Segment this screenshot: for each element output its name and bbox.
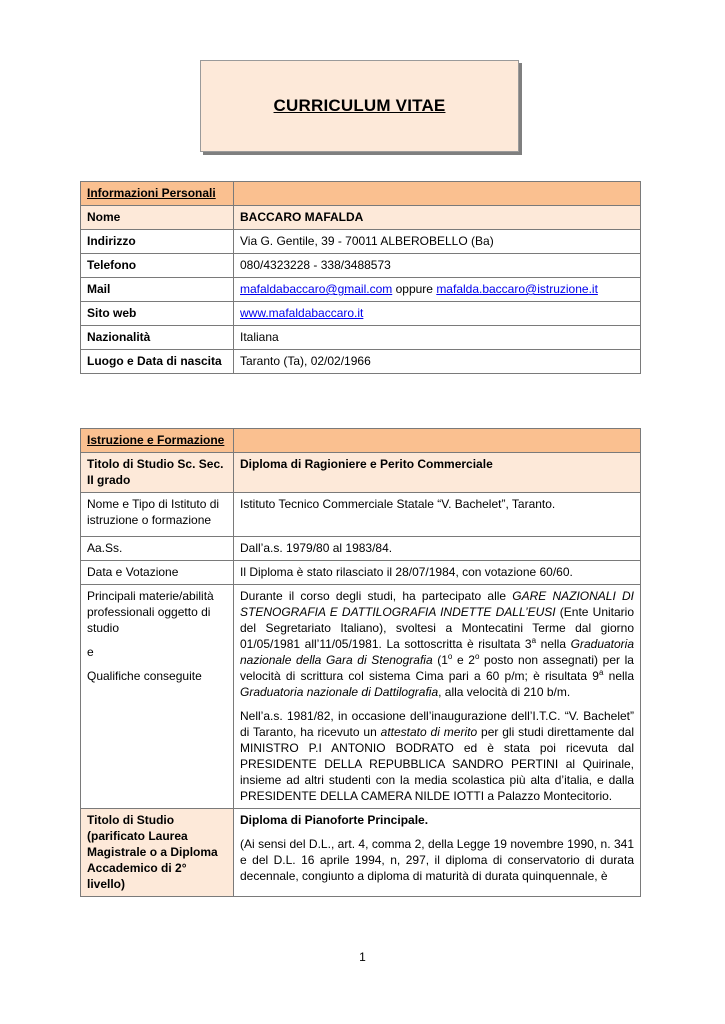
table-row [81,254,641,278]
table-row [81,206,641,230]
years-label: Aa.Ss. [81,537,234,561]
title-box [200,60,519,152]
text-span: posto non assegnati) per la velocità di scrittura col sistema Cima pari a 60 p/m; è risultata 9 [240,653,634,683]
table-row [81,326,641,350]
competition-paragraph [240,588,634,700]
page-title: CURRICULUM VITAE [273,96,446,115]
site-label: Sito web [81,302,234,326]
text-span: per gli studi direttamente dal MINISTRO P.I ANTONIO BODRATO ed è stata poi ricevuta dal PRESIDENTE DELLA REPUBBLICA SANDRO PERTINI al Quirinale, insieme ad altri studenti con la media scolastica più alta d’italia, e dalla PRESIDENTE DELLA CAMERA NILDE IOTTI a Palazzo Montecitorio. [240,725,634,803]
institute-value: Istituto Tecnico Commerciale Statale “V. Bachelet”, Taranto. [234,493,641,537]
birth-value: Taranto (Ta), 02/02/1966 [234,350,641,374]
table-row [81,537,641,561]
table-row [81,350,641,374]
section-header-personal: Informazioni Personali [81,182,234,206]
site-value [234,302,641,326]
header-empty-cell [234,182,641,206]
birth-label: Luogo e Data di nascita [81,350,234,374]
name-label: Nome [81,206,234,230]
text-span: (Ente Unitario del Segretariato Italiano), svoltesi a Montecatini Terme dal giorno 01/05/1981 all’11/05/1981. La sottoscritta è risultata 3 [240,605,634,651]
table-row [81,453,641,493]
table-row [81,302,641,326]
text-span: nella [603,669,634,683]
header-empty-cell [234,429,641,453]
italic-span: Graduatoria nazionale di Dattilografia [240,685,439,699]
superscript: o [474,652,480,661]
personal-info-table [80,181,641,374]
italic-span: GARE NAZIONALI DI STENOGRAFIA E DATTILOGRAFIA INDETTE DALL’EUSI [240,589,634,619]
qualifications-label: Qualifiche conseguite [87,669,202,683]
superscript: a [598,668,604,677]
phone-value: 080/4323228 - 338/3488573 [234,254,641,278]
mail-label: Mail [81,278,234,302]
table-row [81,561,641,585]
table-row [81,585,641,809]
nationality-value: Italiana [234,326,641,350]
years-value: Dall’a.s. 1979/80 al 1983/84. [234,537,641,561]
page-number: 1 [359,950,366,964]
date-label: Data e Votazione [81,561,234,585]
italic-span: attestato di merito [380,725,478,739]
award-paragraph [240,708,634,804]
date-value: Il Diploma è stato rilasciato il 28/07/1984, con votazione 60/60. [234,561,641,585]
name-value: BACCARO MAFALDA [234,206,641,230]
text-span: (1 [432,653,448,667]
study-title2-cell [234,809,641,897]
address-value: Via G. Gentile, 39 - 70011 ALBEROBELLO (Ba) [234,230,641,254]
subjects-value [234,585,641,809]
site-link[interactable]: www.mafaldabaccaro.it [240,306,364,320]
text-span: , alla velocità di 210 b/m. [438,685,571,699]
study-title2-label: Titolo di Studio (parificato Laurea Magistrale o a Diploma Accademico di 2° livello) [81,809,234,897]
section-header-education: Istruzione e Formazione [81,429,234,453]
table-header-row [81,182,641,206]
study-title-label: Titolo di Studio Sc. Sec. II grado [81,453,234,493]
text-span: e 2 [452,653,475,667]
text-span: nella [536,637,571,651]
mail-value [234,278,641,302]
text-span: Nell’a.s. 1981/82, in occasione dell’inaugurazione dell’I.T.C. “V. Bachelet” di Taranto, ha ricevuto un [240,709,634,739]
study-title2-text: (Ai sensi del D.L., art. 4, comma 2, della Legge 19 novembre 1990, n. 341 e del D.L. 16 aprile 1994, n, 297, il diploma di conservatorio di durata decennale, congiunto a diploma di maturità di durata quinquennale, è [240,837,634,883]
study-title-value: Diploma di Ragioniere e Perito Commerciale [234,453,641,493]
superscript: o [447,652,453,661]
mail-or-text: oppure [395,282,433,296]
institute-label: Nome e Tipo di Istituto di istruzione o formazione [81,493,234,537]
education-table [80,428,641,897]
italic-span: Graduatoria nazionale della Gara di Stenografia [240,637,635,667]
table-row [81,230,641,254]
subjects-label-cell [81,585,234,809]
table-row [81,278,641,302]
table-row [81,809,641,897]
superscript: a [531,636,537,645]
subjects-label: Principali materie/abilità professionali oggetto di studio [87,589,214,635]
subjects-and: e [87,645,94,659]
table-header-row [81,429,641,453]
table-row [81,493,641,537]
mail-link-2[interactable]: mafalda.baccaro@istruzione.it [436,282,598,296]
phone-label: Telefono [81,254,234,278]
study-title2-value: Diploma di Pianoforte Principale. [240,813,429,827]
text-span: Durante il corso degli studi, ha partecipato alle [240,589,513,603]
address-label: Indirizzo [81,230,234,254]
nationality-label: Nazionalità [81,326,234,350]
mail-link-1[interactable]: mafaldabaccaro@gmail.com [240,282,393,296]
